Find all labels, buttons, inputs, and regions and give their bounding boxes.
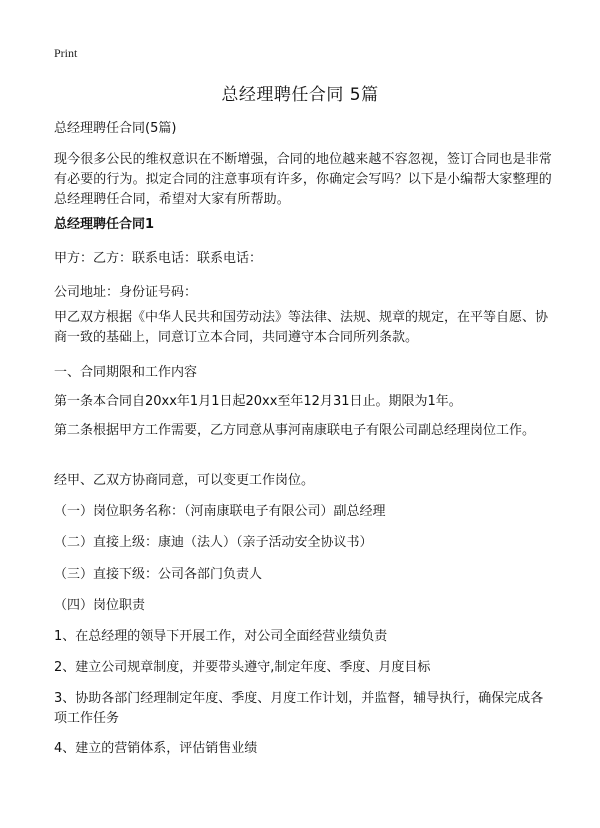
contract-paragraph: 1、在总经理的领导下开展工作，对公司全面经营业绩负责 [54,629,388,644]
contract-paragraph: 4、建立的营销体系，评估销售业绩 [54,741,258,756]
contract-paragraph: 一、合同期限和工作内容 [54,365,198,380]
contract-paragraph: （一）岗位职务名称：（河南康联电子有限公司）副总经理 [54,504,386,519]
contract-paragraph: 甲乙双方根据《中华人民共和国劳动法》等法律、法规、规章的规定，在平等自愿、协商一致的基础上，同意订立本合同，共同遵守本合同所列条款。 [54,310,549,345]
section-heading: 总经理聘任合同1 [54,217,155,232]
contract-paragraph: 第一条本合同自20xx年1月1日起20xx至年12月31日止。期限为1年。 [54,394,462,409]
contract-paragraph: （四）岗位职责 [54,598,146,613]
contract-paragraph: 2、建立公司规章制度，并要带头遵守,制定年度、季度、月度目标 [54,660,431,675]
contract-paragraph: 第二条根据甲方工作需要，乙方同意从事河南康联电子有限公司副总经理岗位工作。 [54,423,536,438]
contract-paragraph: （三）直接下级：公司各部门负责人 [54,567,263,582]
document-subtitle: 总经理聘任合同(5篇) [54,121,177,136]
print-link[interactable]: Print [54,46,78,60]
contract-paragraph: 3、协助各部门经理制定年度、季度、月度工作计划，并监督，辅导执行，确保完成各项工作任务 [54,691,544,726]
intro-paragraph: 现今很多公民的维权意识在不断增强，合同的地位越来越不容忽视，签订合同也是非常有必要的行为。拟定合同的注意事项有许多，你确定会写吗？以下是小编帮大家整理的总经理聘任合同，希望对大家有所帮助。 [54,152,552,207]
contract-paragraph: （二）直接上级：康迪（法人）（亲子活动安全协议书） [54,535,373,550]
contract-paragraph: 经甲、乙双方协商同意，可以变更工作岗位。 [54,473,315,488]
contract-paragraph: 公司地址：身份证号码： [54,285,198,300]
document-title: 总经理聘任合同 5篇 [221,85,379,105]
contract-paragraph: 甲方：乙方：联系电话：联系电话： [54,251,263,266]
